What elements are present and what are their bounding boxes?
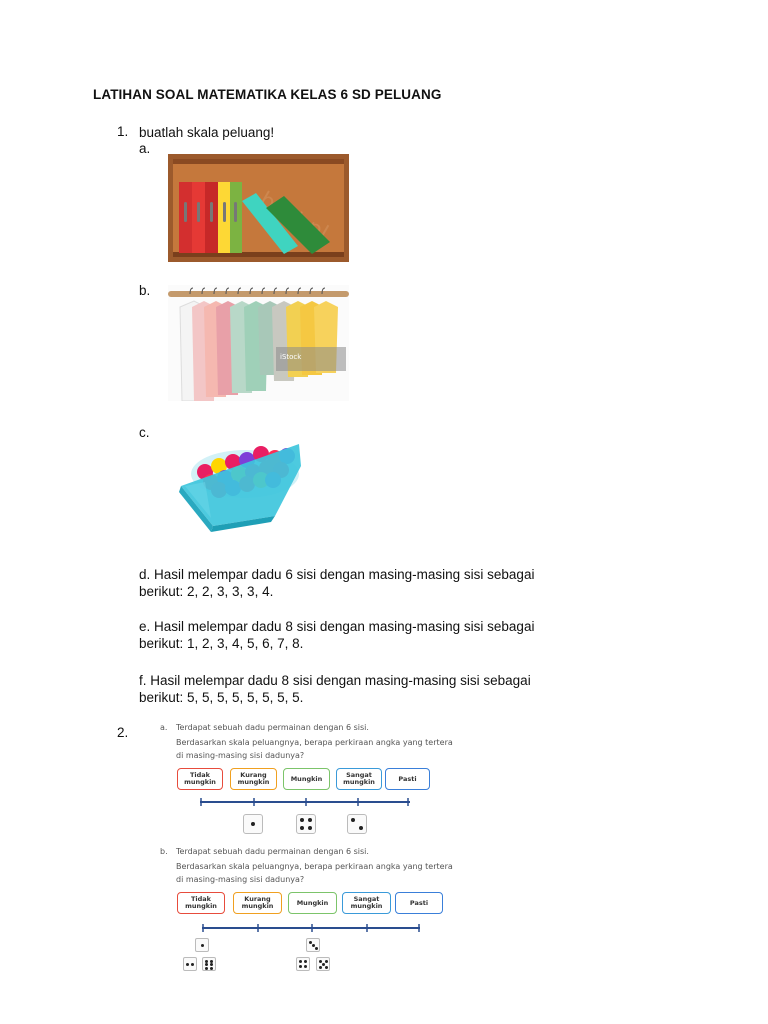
ball-basket-image (175, 422, 307, 532)
scale-b-mungkin: Mungkin (288, 892, 337, 914)
q2a-line-3: di masing-masing sisi dadunya? (176, 751, 305, 760)
item-f-line-1: f. Hasil melempar dadu 8 sisi dengan masing-masing sisi sebagai (139, 673, 531, 688)
probability-scale-line-a (198, 798, 412, 806)
scale-a-mungkin: Mungkin (283, 768, 330, 790)
die-two-icon (347, 814, 367, 834)
question-1-text: buatlah skala peluang! (139, 125, 275, 140)
die-two-icon (183, 957, 197, 971)
scale-a-tidak-mungkin: Tidak mungkin (177, 768, 223, 790)
q2b-line-3: di masing-masing sisi dadunya? (176, 875, 305, 884)
question-2-number: 2. (117, 725, 129, 740)
clothes-rack-image (168, 285, 349, 401)
die-five-icon (316, 957, 330, 971)
probability-scale-line-b (200, 924, 422, 932)
question-1-number: 1. (117, 124, 129, 139)
die-four-icon (296, 814, 316, 834)
q2a-line-1: Terdapat sebuah dadu permainan dengan 6 sisi. (176, 723, 369, 732)
item-f-line-2: berikut: 5, 5, 5, 5, 5, 5, 5, 5. (139, 690, 304, 705)
item-b-label: b. (139, 283, 151, 298)
die-one-icon (243, 814, 263, 834)
scale-b-kurang-mungkin: Kurang mungkin (233, 892, 282, 914)
item-e-line-2: berikut: 1, 2, 3, 4, 5, 6, 7, 8. (139, 636, 304, 651)
scale-a-kurang-mungkin: Kurang mungkin (230, 768, 277, 790)
scale-b-tidak-mungkin: Tidak mungkin (177, 892, 225, 914)
q2b-line-2: Berdasarkan skala peluangnya, berapa perkiraan angka yang tertera (176, 862, 453, 871)
scale-b-sangat-mungkin: Sangat mungkin (342, 892, 391, 914)
q2a-label: a. (160, 723, 168, 732)
die-six-icon (202, 957, 216, 971)
q2b-label: b. (160, 847, 168, 856)
q2a-line-2: Berdasarkan skala peluangnya, berapa perkiraan angka yang tertera (176, 738, 453, 747)
die-three-icon (306, 938, 320, 952)
item-a-label: a. (139, 141, 151, 156)
stock-credit-text: iStock (280, 353, 302, 361)
item-c-label: c. (139, 425, 150, 440)
die-four-icon (296, 957, 310, 971)
scale-b-pasti: Pasti (395, 892, 443, 914)
item-d-line-1: d. Hasil melempar dadu 6 sisi dengan masing-masing sisi sebagai (139, 567, 535, 582)
scale-a-sangat-mungkin: Sangat mungkin (336, 768, 382, 790)
bookshelf-image (168, 154, 349, 262)
die-one-icon (195, 938, 209, 952)
item-d-line-2: berikut: 2, 2, 3, 3, 3, 4. (139, 584, 274, 599)
page-title: LATIHAN SOAL MATEMATIKA KELAS 6 SD PELUANG (93, 87, 442, 102)
q2b-line-1: Terdapat sebuah dadu permainan dengan 6 sisi. (176, 847, 369, 856)
scale-a-pasti: Pasti (385, 768, 430, 790)
item-e-line-1: e. Hasil melempar dadu 8 sisi dengan masing-masing sisi sebagai (139, 619, 535, 634)
